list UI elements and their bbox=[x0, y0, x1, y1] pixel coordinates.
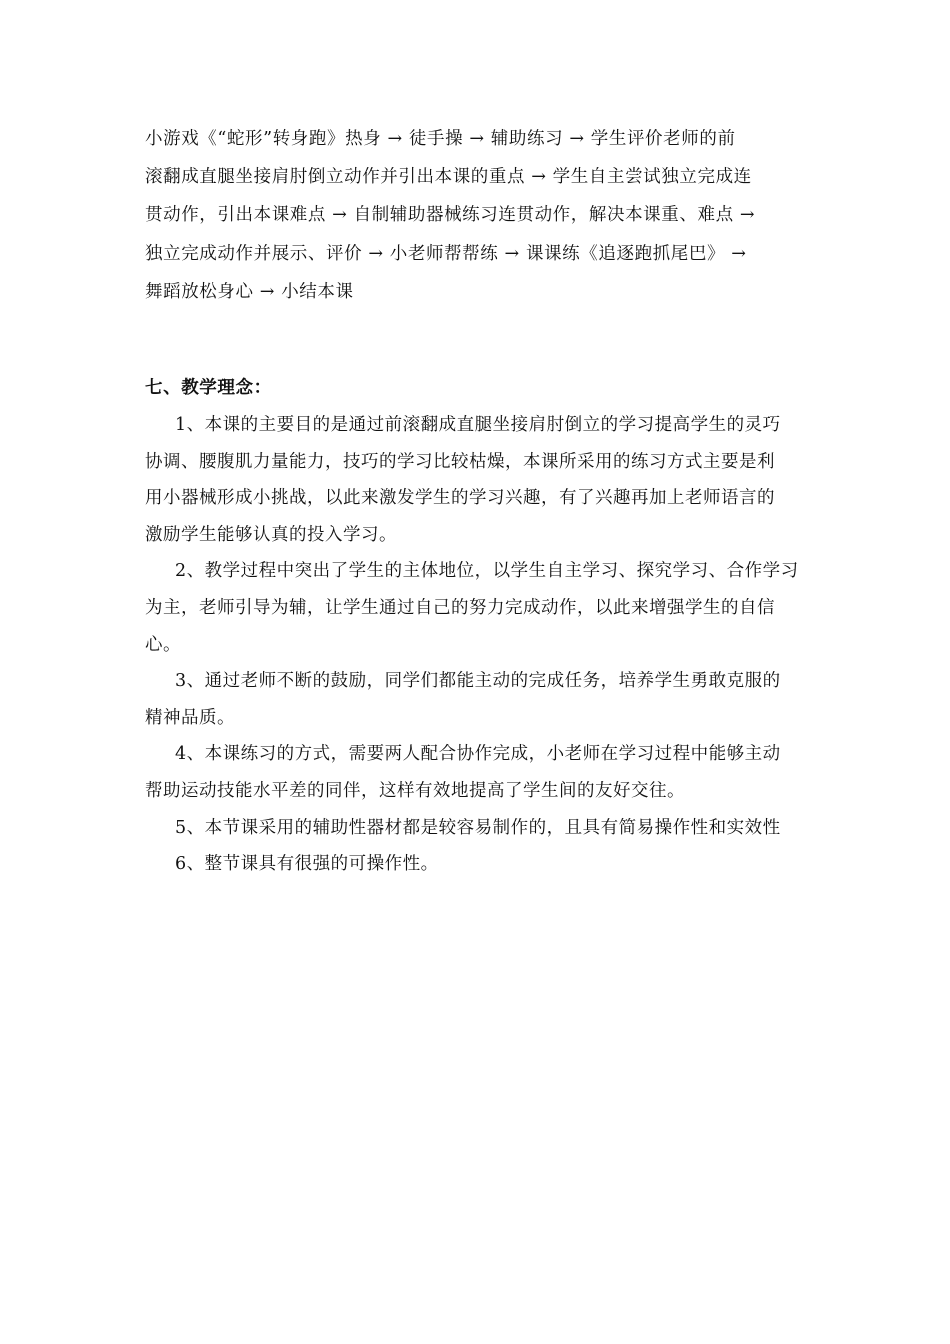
paragraph-2-line: 2、教学过程中突出了学生的主体地位，以学生自主学习、探究学习、合作学习 bbox=[175, 561, 799, 582]
paragraph-1-line: 用小器械形成小挑战，以此来激发学生的学习兴趣，有了兴趣再加上老师语言的 bbox=[145, 488, 775, 509]
flow-line: 独立完成动作并展示、评价 → 小老师帮帮练 → 课课练《追逐跑抓尾巴》 → bbox=[145, 243, 747, 264]
flow-line: 贯动作，引出本课难点 → 自制辅助器械练习连贯动作，解决本课重、难点 → bbox=[145, 205, 756, 226]
paragraph-4-line: 4、本课练习的方式，需要两人配合协作完成，小老师在学习过程中能够主动 bbox=[175, 744, 781, 765]
teaching-flow-paragraph bbox=[145, 120, 810, 311]
flow-line: 舞蹈放松身心 → 小结本课 bbox=[145, 281, 354, 302]
paragraph-1-line: 1、本课的主要目的是通过前滚翻成直腿坐接肩肘倒立的学习提高学生的灵巧 bbox=[175, 415, 781, 435]
paragraph-5-line: 5、本节课采用的辅助性器材都是较容易制作的，且具有简易操作性和实效性 bbox=[175, 817, 781, 838]
paragraph-1-line: 协调、腰腹肌力量能力，技巧的学习比较枯燥，本课所采用的练习方式主要是利 bbox=[145, 451, 775, 472]
section-heading: 七、教学理念： bbox=[145, 378, 272, 398]
paragraph-4-line: 帮助运动技能水平差的同伴，这样有效地提高了学生间的友好交往。 bbox=[145, 780, 685, 801]
paragraph-3-line: 3、通过老师不断的鼓励，同学们都能主动的完成任务，培养学生勇敢克服的 bbox=[175, 671, 781, 692]
paragraph-3-line: 精神品质。 bbox=[145, 707, 235, 728]
teaching-philosophy-body bbox=[145, 407, 810, 883]
paragraph-6-line: 6、整节课具有很强的可操作性。 bbox=[175, 854, 439, 875]
flow-line: 滚翻成直腿坐接肩肘倒立动作并引出本课的重点 → 学生自主尝试独立完成连 bbox=[145, 167, 752, 188]
paragraph-1-line: 激励学生能够认真的投入学习。 bbox=[145, 524, 397, 545]
flow-line: 小游戏《“蛇形”转身跑》热身 → 徒手操 → 辅助练习 → 学生评价老师的前 bbox=[145, 129, 736, 149]
paragraph-2-line: 为主，老师引导为辅，让学生通过自己的努力完成动作，以此来增强学生的自信 bbox=[145, 597, 775, 618]
paragraph-2-line: 心。 bbox=[145, 634, 181, 655]
